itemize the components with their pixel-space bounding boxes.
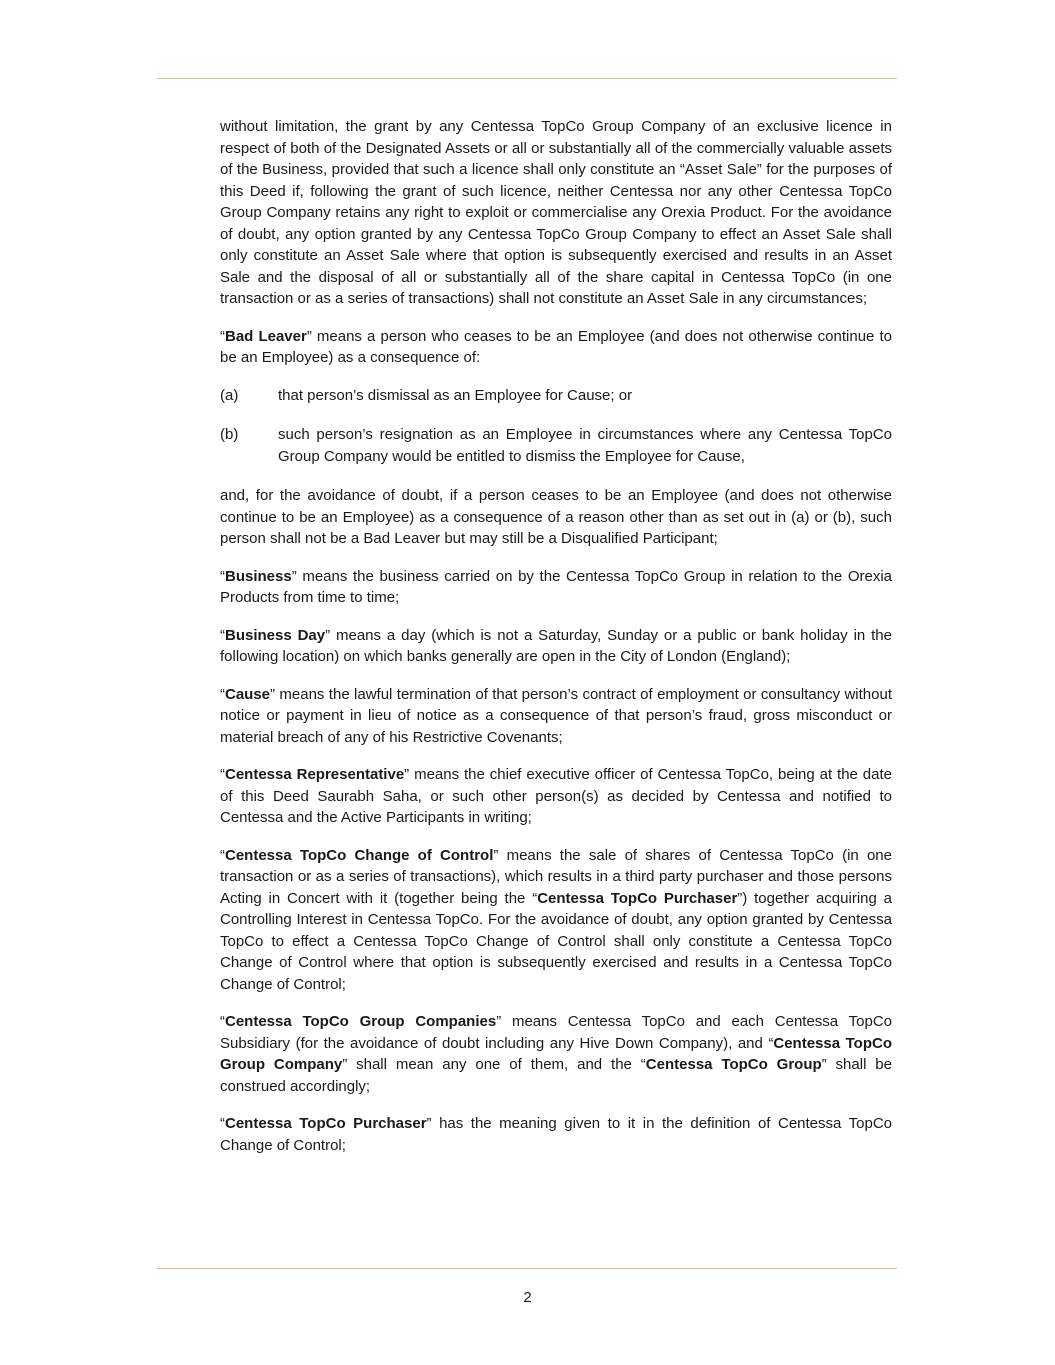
defined-term: Cause <box>225 685 271 703</box>
paragraph <box>220 1011 892 1097</box>
defined-term: Centessa TopCo Purchaser <box>225 1115 427 1132</box>
text-run: without limitation, the grant by any Centessa TopCo Group Company of an exclusive licence in respect of both of the Designated Assets or all or substantially all of the commercially valuable assets of the Business, provided that such a licence shall only constitute an “Asset Sale” for the purposes of this Deed if, following the grant of such licence, neither Centessa nor any other Centessa TopCo Group Company retains any right to exploit or commercialise any Orexia Product. For the avoidance of doubt, any option granted by any Centessa TopCo Group Company to effect an Asset Sale shall only constitute an Asset Sale where that option is subsequently exercised and results in an Asset Sale and the disposal of all or substantially all of the share capital in Centessa TopCo (in one transaction or as a series of transactions) shall not constitute an Asset Sale in any circumstances; <box>220 118 892 307</box>
text-run: ” shall be construed accordingly; <box>220 1056 892 1095</box>
text-run: “ <box>220 1013 225 1030</box>
text-run: such person’s resignation as an Employee in circumstances where any Centessa TopCo Group Company would be entitled to dismiss the Employee for Cause, <box>278 426 892 465</box>
text-run: ” means the chief executive officer of Centessa TopCo, being at the date of this Deed Saurabh Saha, or such other person(s) as decided by Centessa and notified to Centessa and the Active Participants in writing; <box>220 766 893 826</box>
text-run: ” means the lawful termination of that person’s contract of employment or consultancy without notice or payment in lieu of notice as a consequence of that person’s fraud, gross misconduct or material breach of any of his Restrictive Covenants; <box>220 685 892 746</box>
footer-rule <box>157 1268 897 1269</box>
text-run: “ <box>220 327 225 345</box>
text-run: ” means Centessa TopCo and each Centessa TopCo Subsidiary (for the avoidance of doubt including any Hive Down Company), and “ <box>220 1013 892 1052</box>
defined-term: Centessa TopCo Group Company <box>220 1034 892 1073</box>
paragraph <box>220 845 892 996</box>
defined-term: Centessa Representative <box>225 766 405 783</box>
text-run: “ <box>220 626 225 644</box>
defined-term: Centessa TopCo Group Companies <box>225 1013 497 1030</box>
text-run: “ <box>220 766 225 783</box>
text-run: ” means a day (which is not a Saturday, Sunday or a public or bank holiday in the following location) on which banks generally are open in the City of London (England); <box>220 626 892 665</box>
text-run: ” means the sale of shares of Centessa TopCo (in one transaction or as a series of transactions), which results in a third party purchaser and those persons Acting in Concert with it (together being the “ <box>220 846 892 907</box>
text-run: “ <box>220 1115 225 1132</box>
list-item-text <box>278 385 892 407</box>
list-item-marker: (a) <box>220 386 239 404</box>
text-run: ” has the meaning given to it in the definition of Centessa TopCo Change of Control; <box>220 1115 892 1154</box>
paragraph <box>220 1113 892 1156</box>
text-run: ” means a person who ceases to be an Employee (and does not otherwise continue to be an Employee) as a consequence of: <box>220 327 892 366</box>
text-run: and, for the avoidance of doubt, if a person ceases to be an Employee (and does not otherwise continue to be an Employee) as a consequence of a reason other than as set out in (a) or (b), such person shall not be a Bad Leaver but may still be a Disqualified Participant; <box>220 487 892 547</box>
paragraph <box>220 764 892 829</box>
paragraph <box>220 684 892 749</box>
defined-term: Centessa TopCo Group <box>645 1056 822 1073</box>
defined-term: Business <box>225 567 292 585</box>
paragraph <box>220 326 892 369</box>
text-run: “ <box>220 567 225 585</box>
text-run: “ <box>220 685 225 703</box>
header-rule <box>157 78 897 79</box>
list-item-text <box>278 424 892 467</box>
defined-term: Bad Leaver <box>225 327 307 345</box>
text-run: ” means the business carried on by the Centessa TopCo Group in relation to the Orexia Products from time to time; <box>220 567 892 606</box>
page-number: 2 <box>523 1289 532 1306</box>
text-run: ”) together acquiring a Controlling Interest in Centessa TopCo. For the avoidance of doubt, any option granted by Centessa TopCo to effect a Centessa TopCo Change of Control shall only constitute a Centessa TopCo Change of Control where that option is subsequently exercised and results in a Centessa TopCo Change of Control; <box>220 889 892 993</box>
paragraph <box>220 485 892 550</box>
document-body <box>220 116 892 1172</box>
paragraph <box>220 625 892 668</box>
text-run: ” shall mean any one of them, and the “ <box>342 1056 646 1073</box>
list-item <box>220 385 892 407</box>
list-item <box>220 424 892 467</box>
text-run: that person’s dismissal as an Employee for Cause; or <box>278 386 633 404</box>
paragraph <box>220 116 892 310</box>
list-item-marker: (b) <box>220 426 239 443</box>
text-run: “ <box>220 846 225 864</box>
defined-term: Business Day <box>225 626 326 644</box>
paragraph <box>220 566 892 609</box>
defined-term: Centessa TopCo Purchaser <box>537 889 738 907</box>
defined-term: Centessa TopCo Change of Control <box>225 846 494 864</box>
